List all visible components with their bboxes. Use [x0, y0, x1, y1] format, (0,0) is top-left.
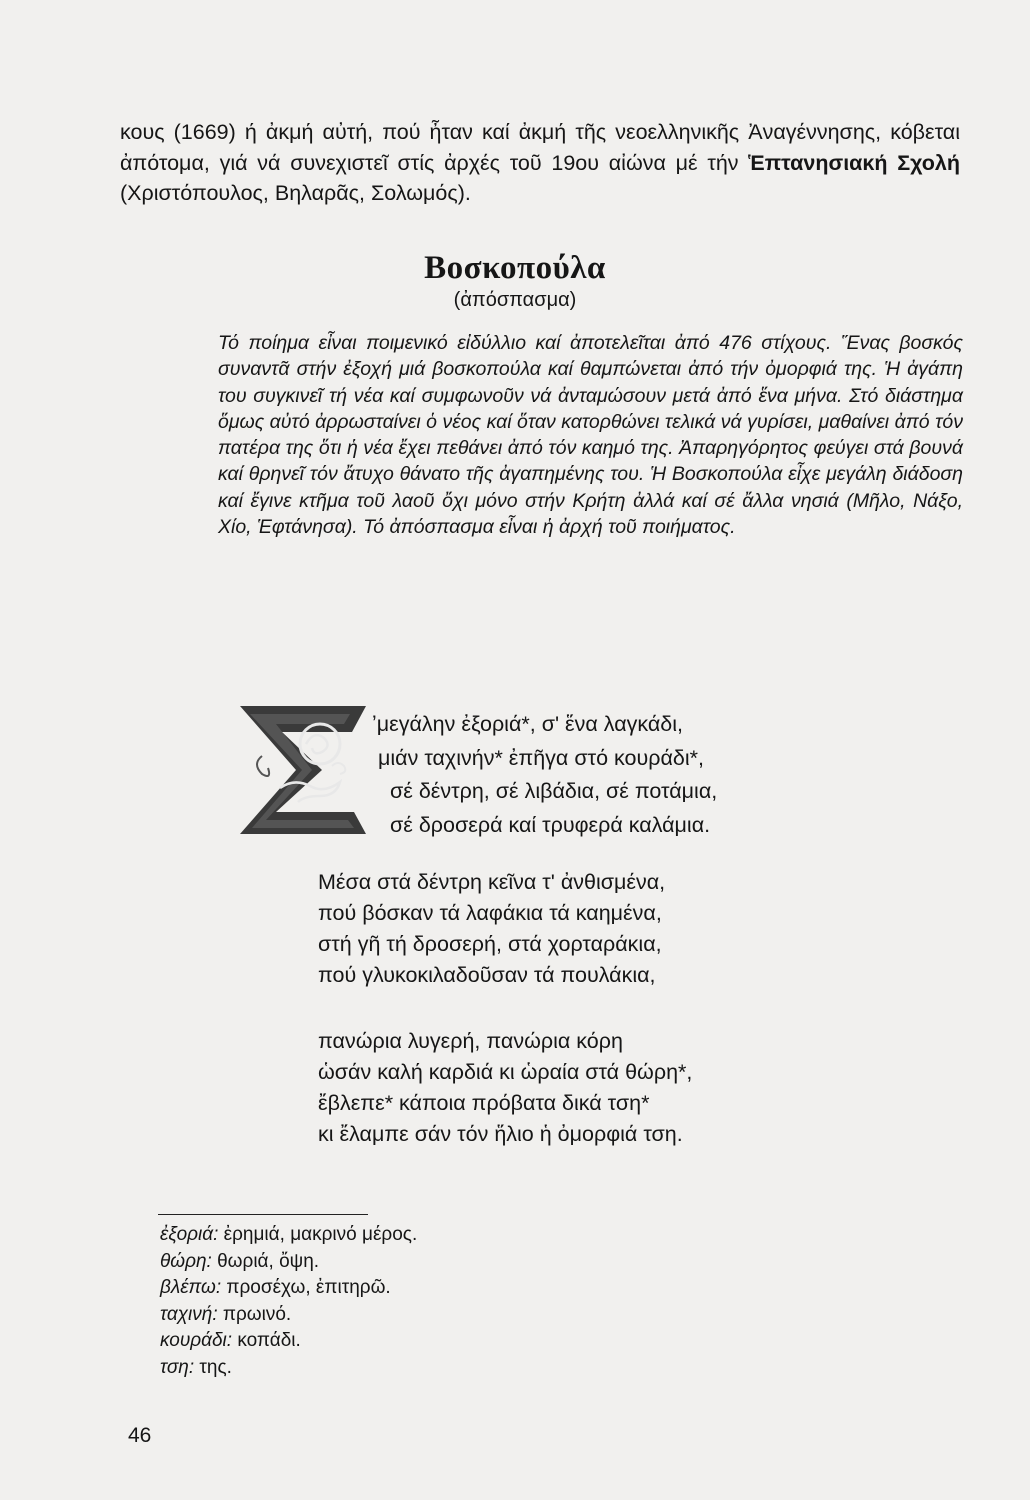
glossary-entry [160, 1222, 417, 1249]
intro-text-after: (Χριστόπουλος, Βηλαρᾶς, Σολωμός). [120, 181, 471, 205]
verse-line: ʼμεγάλην ἐξοριά*, σ' ἕνα λαγκάδι, [372, 712, 684, 736]
stanza-2 [318, 867, 665, 991]
glossary-entry [160, 1355, 417, 1382]
glossary-term: τση: [160, 1356, 195, 1378]
verse-line: μιάν ταχινήν* ἐπῆγα στό κουράδι*, [378, 745, 704, 770]
verse-line: ὡσάν καλή καρδιά κι ὡραία στά θώρη*, [318, 1060, 693, 1084]
verse-line: στή γῆ τή δροσερή, στά χορταράκια, [318, 932, 662, 956]
verse-line: πού γλυκοκιλαδοῦσαν τά πουλάκια, [318, 963, 656, 987]
glossary-term: ἐξοριά: [160, 1224, 219, 1245]
glossary-term: βλέπω: [160, 1277, 222, 1298]
glossary-term: ταχινή: [160, 1303, 218, 1325]
poem-subtitle: (ἀπόσπασμα) [453, 289, 577, 311]
verse-line: πανώρια λυγερή, πανώρια κόρη [318, 1029, 623, 1053]
glossary-definition: θωριά, ὄψη. [217, 1250, 320, 1272]
glossary-entry [160, 1328, 417, 1355]
ornamental-sigma-icon [236, 700, 370, 840]
glossary-term: κουράδι: [160, 1330, 233, 1351]
poem-title: Βοσκοπούλα [424, 250, 606, 286]
glossary-entry [160, 1275, 417, 1302]
glossary [160, 1222, 417, 1381]
verse-line: κι ἔλαμπε σάν τόν ἥλιο ἡ ὀμορφιά τση. [318, 1122, 683, 1146]
glossary-definition: πρωινό. [222, 1303, 292, 1325]
verse-line: σέ δέντρη, σέ λιβάδια, σέ ποτάμια, [390, 779, 718, 803]
glossary-definition: της. [199, 1356, 232, 1378]
glossary-entry [160, 1302, 417, 1329]
verse-line: ἔβλεπε* κάποια πρόβατα δικά τση* [318, 1091, 650, 1115]
summary-text: Τό ποίημα εἶναι ποιμενικό εἰδύλλιο καί ἀποτελεῖται ἀπό 476 στίχους. Ἕνας βοσκός συναντᾶ στήν ἐξοχή μιά βοσκοπούλα καί θαμπώνεται ἀπό τήν ὀμορφιά της. Ἡ ἀγάπη του συγκινεῖ τή νέα καί συμφωνοῦν νά ἀνταμώσουν μετά ἀπό ἕνα μήνα. Στό διάστημα ὅμως αὐτό ἀρρωσταίνει ὁ νέος καί ὅταν κατορθώνει τελικά νά γυρίσει, μαθαίνει ἀπό τόν πατέρα της ὅτι ἡ νέα ἔχει πεθάνει ἀπό τόν καημό της. Ἀπαρηγόρητος φεύγει στά βουνά καί θρηνεῖ τόν ἄτυχο θάνατο τῆς ἀγαπημένης του. Ἡ Βοσκοπούλα εἶχε μεγάλη διάδοση καί ἔγινε κτῆμα τοῦ λαοῦ ὄχι μόνο στήν Κρήτη ἀλλά καί σέ ἄλλα νησιά (Μῆλο, Νάξο, Χίο, Ἑφτάνησα). Τό ἀπόσπασμα εἶναι ἡ ἀρχή τοῦ ποιήματος. [218, 332, 963, 539]
page-number: 46 [128, 1424, 152, 1447]
stanza-1 [372, 708, 717, 842]
glossary-definition: κοπάδι. [237, 1330, 301, 1351]
verse-line: πού βόσκαν τά λαφάκια τά καημένα, [318, 901, 662, 925]
decorative-initial-sigma [236, 700, 370, 840]
intro-text-before: κους (1669) ή ἀκμή αὐτή, πού ἦταν καί ἀκμή τῆς νεοελληνικῆς Ἀναγέννησης, κόβεται ἀπότομα, γιά νά συνεχιστεῖ στίς ἀρχές τοῦ 19ου αἰώνα μέ τήν [120, 120, 960, 175]
glossary-entry [160, 1249, 417, 1276]
stanza-3 [318, 1026, 692, 1150]
glossary-definition: προσέχω, ἐπιτηρῶ. [226, 1277, 391, 1298]
footnote-divider [158, 1214, 368, 1215]
glossary-term: θώρη: [160, 1250, 212, 1272]
poem-summary [218, 330, 963, 540]
glossary-definition: ἐρημιά, μακρινό μέρος. [223, 1224, 418, 1245]
verse-line: σέ δροσερά καί τρυφερά καλάμια. [390, 812, 711, 837]
intro-paragraph [120, 117, 960, 209]
intro-bold-term: Ἑπτανησιακή Σχολή [748, 150, 960, 175]
verse-line: Μέσα στά δέντρη κεῖνα τ' ἀνθισμένα, [318, 870, 666, 894]
